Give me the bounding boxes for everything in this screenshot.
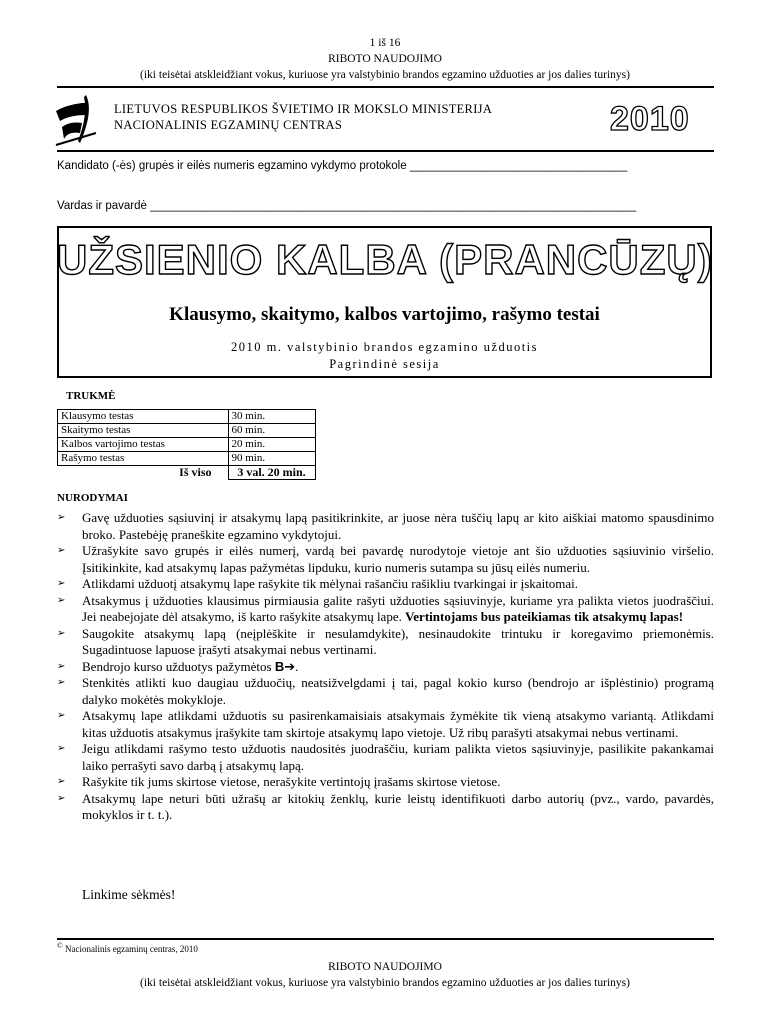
instructions-heading: NURODYMAI	[57, 492, 128, 504]
arrowhead-bullet-icon: ➢	[57, 776, 66, 787]
page-number: 1 iš 16	[369, 37, 401, 49]
total-label: Iš viso	[179, 465, 212, 480]
name-label: Vardas ir pavardė	[57, 200, 151, 212]
duration-table	[57, 409, 316, 480]
list-item: ➢ Užrašykite savo grupės ir eilės numerį, vardą bei pavardę nurodytoje vietoje ant šio užduoties sąsiuvinio viršelio. Įsitikinkite, kad atsakymų lapas pažymėtas lipduku, kurio numeris sutampa su jūsų eilės numeriu.	[57, 543, 714, 575]
restriction-note: (iki teisėtai atskleidžiant vokus, kuriuose yra valstybinio brandos egzamino užduoties ar jos dalies turinys)	[140, 69, 630, 81]
ministry-name: LIETUVOS RESPUBLIKOS ŠVIETIMO IR MOKSLO MINISTERIJA	[114, 102, 493, 116]
closing-wish: Linkime sėkmės!	[82, 887, 176, 902]
test-time: 60 min.	[228, 424, 315, 438]
test-time: 20 min.	[228, 438, 315, 452]
arrowhead-bullet-icon: ➢	[57, 578, 66, 589]
year-label: 2010	[610, 100, 690, 138]
exam-year-line: 2010 m. valstybinio brandos egzamino užduotis	[230, 340, 539, 354]
test-name: Kalbos vartojimo testas	[58, 438, 229, 452]
general-course-symbol: B➔	[274, 658, 296, 674]
list-item: ➢ Atlikdami užduotį atsakymų lape rašykite tik mėlynai rašančiu rašikliu tvarkingai ir įskaitomai.	[57, 576, 579, 591]
instructions-list	[57, 510, 714, 824]
test-name: Skaitymo testas	[58, 424, 229, 438]
list-item: ➢ Jeigu atlikdami rašymo testo užduotis naudositės juodraščiu, kuriam palikta vietos sąsiuvinyje, pasilikite pakankamai laiko perrašyti savo darbą į atsakymų lapą.	[57, 741, 714, 773]
arrowhead-bullet-icon: ➢	[57, 512, 66, 523]
test-name: Klausymo testas	[58, 410, 229, 424]
candidate-number-blank[interactable]: __________________________________	[409, 160, 628, 172]
copyright-text: Nacionalinis egzaminų centras, 2010	[62, 944, 198, 954]
arrowhead-bullet-icon: ➢	[57, 594, 66, 606]
test-time: 30 min.	[228, 410, 315, 424]
total-value: 3 val. 20 min.	[228, 466, 315, 480]
arrowhead-bullet-icon: ➢	[57, 627, 66, 639]
header-rule	[57, 86, 714, 88]
candidate-number-label: Kandidato (-ės) grupės ir eilės numeris egzamino vykdymo protokole	[57, 160, 410, 172]
table-row	[58, 438, 316, 452]
footer-restriction-label: RIBOTO NAUDOJIMO	[328, 961, 442, 973]
org-rule	[57, 150, 714, 152]
list-item: ➢ Rašykite tik jums skirtose vietose, nerašykite vertintojų įrašams skirtose vietose.	[57, 774, 501, 789]
list-item: ➢ Saugokite atsakymų lapą (neįplėškite ir nesulamdykite), nesinaudokite trintuku ir koregavimo priemonėmis. Sugadintuose lapuose įrašyti atsakymai nebus vertinami.	[57, 625, 714, 657]
footer-restriction-note: (iki teisėtai atskleidžiant vokus, kuriuose yra valstybinio brandos egzamino užduoties ar jos dalies turinys)	[140, 977, 630, 989]
list-item: ➢ Stenkitės atlikti kuo daugiau užduočių, neatsižvelgdami į tai, pagal kokio kurso (bendrojo ar išplėstinio) programą dalyko mokėtės mokykloje.	[57, 675, 714, 707]
duration-heading: TRUKMĖ	[66, 390, 116, 402]
test-name: Rašymo testas	[58, 452, 229, 466]
arrowhead-bullet-icon: ➢	[57, 660, 66, 672]
list-item: ➢ Atsakymų lape atlikdami užduotis su pasirenkamaisiais atsakymais žymėkite tik vieną atsakymo variantą. Atlikdami kitas užduotis atsakymus įrašykite tam skirtoje atsakymų lapo vietoje. Už ribų parašyti atsakymai nebus vertinami.	[57, 708, 714, 740]
exam-title: UŽSIENIO KALBA (PRANCŪZŲ)	[57, 236, 713, 283]
name-blank[interactable]: ____________________________________________________________________________	[150, 200, 637, 212]
list-item: ➢ Atsakymų lape neturi būti užrašų ar kitokių ženklų, kurie leistų identifikuoti darbo autorių (pvz., vardo, pavardės, mokyklos ir t. t.).	[57, 790, 714, 822]
exam-subtitle: Klausymo, skaitymo, kalbos vartojimo, rašymo testai	[169, 304, 600, 325]
table-row	[58, 424, 316, 438]
arrowhead-bullet-icon: ➢	[57, 743, 66, 754]
test-time: 90 min.	[228, 452, 315, 466]
arrowhead-bullet-icon: ➢	[57, 792, 66, 804]
copyright	[57, 941, 198, 954]
list-item: ➢ Gavę užduoties sąsiuvinį ir atsakymų lapą pasitikrinkite, ar juose nėra tuščių lapų ar kito aiškiai matomo spausdinimo broko. Pastebėję praneškite egzamino vykdytojui.	[57, 510, 714, 542]
candidate-number-field[interactable]	[57, 160, 627, 172]
exam-session-line: Pagrindinė sesija	[329, 357, 440, 371]
copyright-mark: ©	[57, 941, 63, 950]
arrowhead-bullet-icon: ➢	[57, 710, 66, 721]
quill-pen-logo-icon	[52, 93, 102, 151]
list-item: ➢ Atsakymus į užduoties klausimus pirmiausia galite rašyti užduoties sąsiuvinyje, kuriame yra palikta vietos juodraščiui. Jei neabejojate dėl atsakymo, iš karto rašykite atsakymų lape. Vertintojams bus pateikiamas tik atsakymų lapas!	[57, 592, 714, 624]
name-field[interactable]	[57, 200, 636, 212]
list-item: ➢ Bendrojo kurso užduotys pažymėtos B➔.	[57, 658, 299, 674]
table-row	[58, 410, 316, 424]
exam-center-name: NACIONALINIS EGZAMINŲ CENTRAS	[114, 118, 343, 132]
arrowhead-bullet-icon: ➢	[57, 545, 66, 556]
footer-rule	[57, 938, 714, 940]
restriction-label: RIBOTO NAUDOJIMO	[328, 53, 442, 65]
bold-note: Vertintojams bus pateikiamas tik atsakymų lapas!	[405, 609, 684, 624]
total-row	[58, 466, 316, 480]
arrowhead-bullet-icon: ➢	[57, 677, 66, 688]
table-row	[58, 452, 316, 466]
